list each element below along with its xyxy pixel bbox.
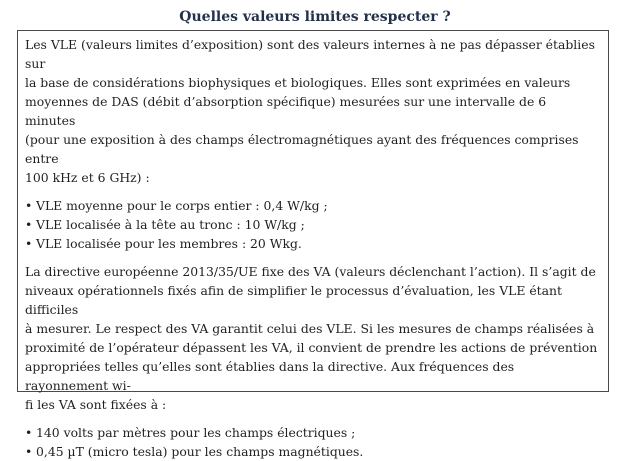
directive-line: fi les VA sont fixées à : <box>25 397 167 412</box>
intro-line: Les VLE (valeurs limites d’exposition) sont des valeurs internes à ne pas dépasser établies sur <box>25 37 595 71</box>
list-item-text: VLE localisée à la tête au tronc : 10 W/kg ; <box>36 217 305 232</box>
directive-line: La directive européenne 2013/35/UE fixe des VA (valeurs déclenchant l’action). Il s’agit de <box>25 264 596 279</box>
intro-paragraph <box>25 35 600 187</box>
vle-list <box>25 196 600 253</box>
list-item-text: 140 volts par mètres pour les champs électriques ; <box>36 425 356 440</box>
directive-paragraph <box>25 262 600 414</box>
list-item <box>25 196 600 215</box>
bullet-icon: • <box>25 236 33 251</box>
bullet-icon: • <box>25 217 33 232</box>
list-item-text: VLE moyenne pour le corps entier : 0,4 W/kg ; <box>36 198 328 213</box>
va-list <box>25 423 600 461</box>
bullet-icon: • <box>25 444 33 459</box>
info-box <box>17 30 609 459</box>
intro-line: (pour une exposition à des champs électromagnétiques ayant des fréquences comprises entre <box>25 132 579 166</box>
list-item <box>25 442 600 461</box>
page-title: Quelles valeurs limites respecter ? <box>179 9 451 25</box>
bullet-icon: • <box>25 425 33 440</box>
directive-line: appropriées telles qu’elles sont établies dans la directive. Aux fréquences des rayonnement wi- <box>25 359 515 393</box>
intro-line: la base de considérations biophysiques et biologiques. Elles sont exprimées en valeurs <box>25 75 571 90</box>
list-item <box>25 215 600 234</box>
list-item <box>25 423 600 442</box>
list-item-text: 0,45 µT (micro tesla) pour les champs magnétiques. <box>36 444 364 459</box>
list-item <box>25 234 600 253</box>
bullet-icon: • <box>25 198 33 213</box>
directive-line: à mesurer. Le respect des VA garantit celui des VLE. Si les mesures de champs réalisées à <box>25 321 595 336</box>
intro-line: moyennes de DAS (débit d’absorption spécifique) mesurées sur une intervalle de 6 minutes <box>25 94 547 128</box>
intro-line: 100 kHz et 6 GHz) : <box>25 170 150 185</box>
list-item-text: VLE localisée pour les membres : 20 Wkg. <box>36 236 302 251</box>
directive-line: proximité de l’opérateur dépassent les VA, il convient de prendre les actions de prévention <box>25 340 598 355</box>
directive-line: niveaux opérationnels fixés afin de simplifier le processus d’évaluation, les VLE étant difficiles <box>25 283 563 317</box>
